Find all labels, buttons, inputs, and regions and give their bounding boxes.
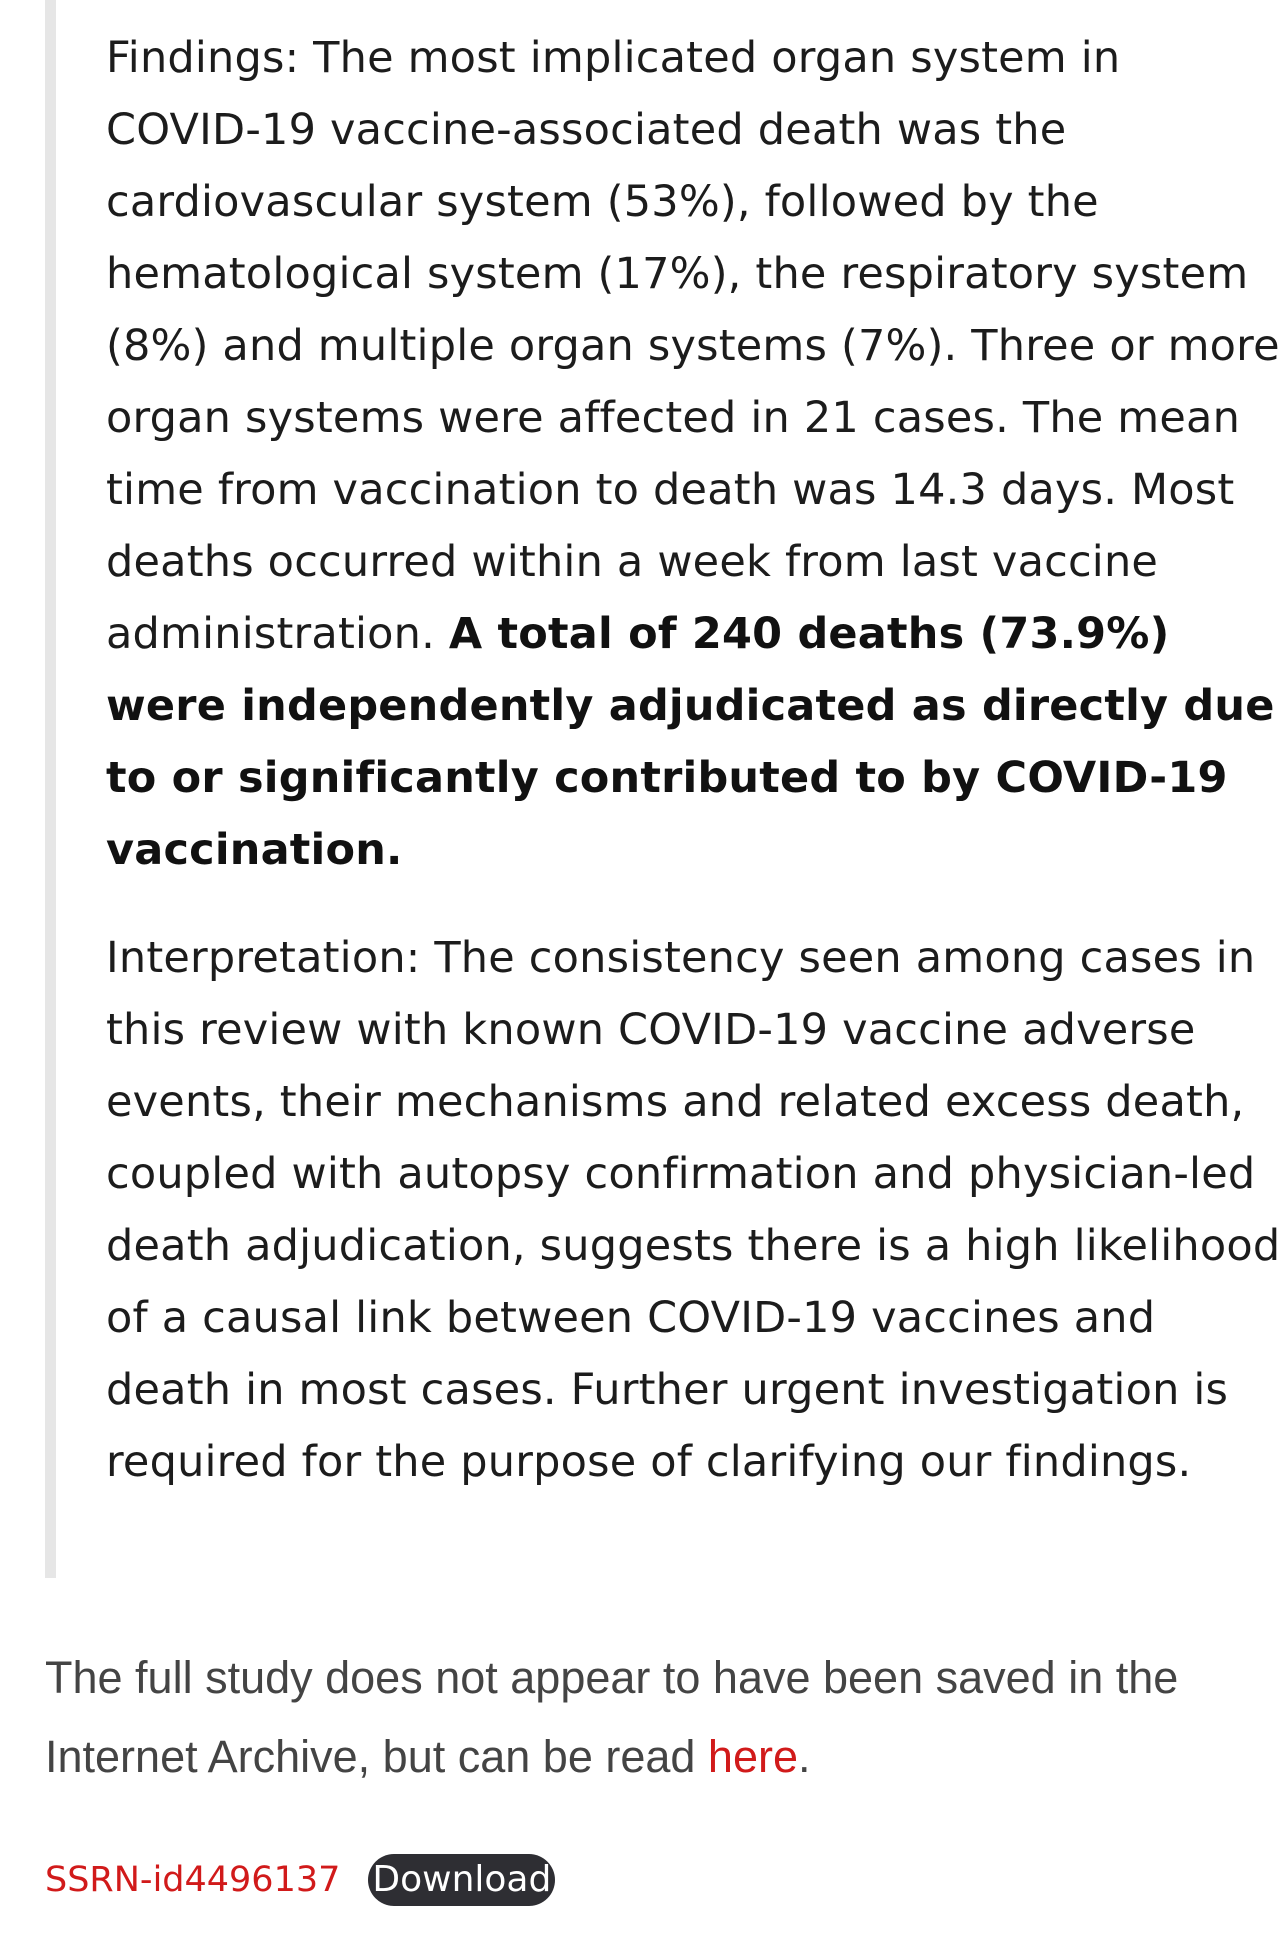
archive-note-paragraph	[45, 1638, 1245, 1796]
attachment-file-link[interactable]: SSRN-id4496137	[45, 1860, 341, 1900]
here-link[interactable]: here	[707, 1731, 798, 1782]
findings-bold-text: A total of 240 deaths (73.9%) were independently adjudicated as directly due to or significantly contributed to by COVID-19 vaccination.	[106, 609, 1275, 875]
abstract-blockquote	[45, 0, 1281, 1578]
interpretation-paragraph: Interpretation: The consistency seen among cases in this review with known COVID-19 vaccine adverse events, their mechanisms and related excess death, coupled with autopsy confirmation and physician-led death adjudication, suggests there is a high likelihood of a causal link between COVID-19 vaccines and death in most cases. Further urgent investigation is required for the purpose of clarifying our findings.	[106, 933, 1281, 1487]
archive-note-period: .	[798, 1731, 811, 1782]
download-button[interactable]: Download	[368, 1854, 555, 1906]
attachment-row	[45, 1852, 555, 1908]
findings-text: Findings: The most implicated organ system in COVID-19 vaccine-associated death was the cardiovascular system (53%), followed by the hematological system (17%), the respiratory system (8%) and multiple organ systems (7%). Three or more organ systems were affected in 21 cases. The mean time from vaccination to death was 14.3 days. Most deaths occurred within a week from last vaccine administration.	[106, 33, 1280, 659]
findings-paragraph	[106, 22, 1284, 886]
archive-note-text: The full study does not appear to have been saved in the Internet Archive, but can be read	[45, 1652, 1179, 1782]
abstract-content	[106, 22, 1284, 1498]
